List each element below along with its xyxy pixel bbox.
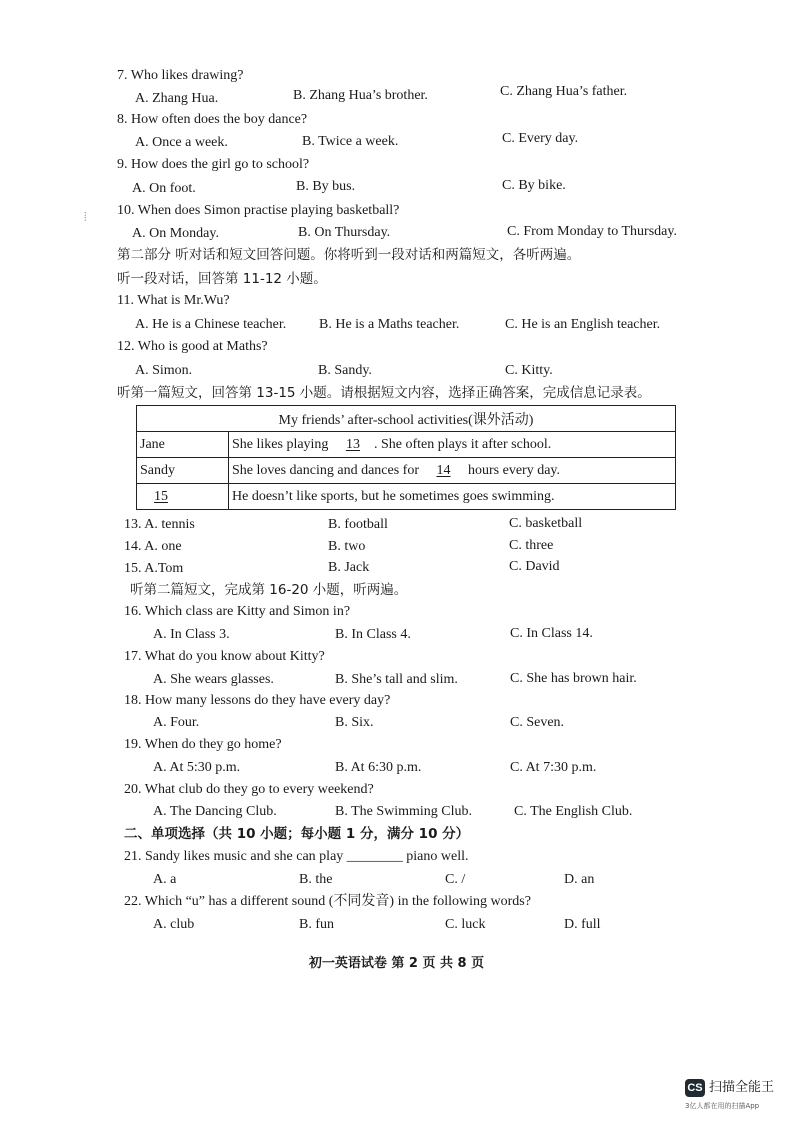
passage-1-intro: 听第一篇短文，回答第 13-15 小题。请根据短文内容，选择正确答案，完成信息记录表。 [117, 385, 651, 401]
friend-name: Jane [137, 432, 229, 458]
question-text: 8. How often does the boy dance? [117, 112, 308, 127]
option-a: A. At 5:30 p.m. [153, 760, 241, 775]
question-text: 16. Which class are Kitty and Simon in? [124, 604, 351, 619]
option-b: B. Zhang Hua’s brother. [293, 88, 428, 103]
question-text: 10. When does Simon practise playing basketball? [117, 203, 400, 218]
option-c: C. luck [445, 917, 486, 932]
friend-name: Sandy [137, 458, 229, 484]
option-b: B. At 6:30 p.m. [335, 760, 422, 775]
option-c: C. Every day. [502, 131, 579, 146]
option-a: A. Simon. [135, 363, 193, 378]
option-a: A. She wears glasses. [153, 672, 274, 687]
option-c: C. The English Club. [514, 804, 633, 819]
option-c: C. Kitty. [505, 363, 553, 378]
watermark-app-name: 扫描全能王 [709, 1080, 775, 1095]
option-c: C. David [509, 559, 560, 574]
option-b: B. the [299, 872, 333, 887]
activity-text: She loves dancing and dances for [232, 462, 423, 478]
option-b: B. Twice a week. [302, 134, 399, 149]
info-record-table [136, 405, 676, 510]
option-a: A. In Class 3. [153, 627, 230, 642]
passage-2-intro: 听第二篇短文，完成第 16-20 小题，听两遍。 [130, 582, 408, 598]
option-c: C. By bike. [502, 178, 566, 193]
activity-cell [229, 458, 676, 484]
table-row [137, 484, 676, 510]
option-c: C. Zhang Hua’s father. [500, 84, 628, 99]
option-c: C. In Class 14. [510, 626, 593, 641]
option-c: C. basketball [509, 516, 583, 531]
option-c: C. He is an English teacher. [505, 317, 661, 332]
option-b: B. two [328, 539, 366, 554]
option-a: A. On foot. [132, 181, 196, 196]
option-a: 14. A. one [124, 539, 182, 554]
question-text: 12. Who is good at Maths? [117, 339, 268, 354]
cs-logo-icon: CS [685, 1079, 705, 1097]
option-b: B. He is a Maths teacher. [319, 317, 460, 332]
option-b: B. The Swimming Club. [335, 804, 473, 819]
option-b: B. Jack [328, 560, 370, 575]
question-text: 19. When do they go home? [124, 737, 282, 752]
question-text: 7. Who likes drawing? [117, 68, 244, 83]
option-c: C. Seven. [510, 715, 565, 730]
option-a: A. The Dancing Club. [153, 804, 277, 819]
option-a: A. Four. [153, 715, 200, 730]
question-text: 11. What is Mr.Wu? [117, 293, 230, 308]
question-text: 22. Which “u” has a different sound (不同发音) in the following words? [124, 894, 531, 909]
margin-mark: ⦙ [84, 210, 87, 224]
option-b: B. fun [299, 917, 334, 932]
activity-text: hours every day. [464, 462, 561, 478]
activity-cell: He doesn’t like sports, but he sometimes goes swimming. [229, 484, 676, 510]
blank-15: 15 [154, 488, 168, 504]
scanner-watermark [683, 1077, 783, 1117]
table-row [137, 458, 676, 484]
activity-cell [229, 432, 676, 458]
option-a: 15. A.Tom [124, 561, 184, 576]
dialog-intro: 听一段对话，回答第 11-12 小题。 [117, 271, 327, 287]
table-title: My friends’ after-school activities(课外活动) [137, 406, 676, 432]
option-a: A. Zhang Hua. [135, 91, 219, 106]
option-d: D. full [564, 917, 601, 932]
option-a: A. He is a Chinese teacher. [135, 317, 287, 332]
option-c: C. At 7:30 p.m. [510, 760, 597, 775]
option-b: B. football [328, 517, 388, 532]
section-ii-title: 二、单项选择（共 10 小题；每小题 1 分，满分 10 分） [124, 826, 470, 842]
option-a: A. a [153, 872, 177, 887]
blank-14: 14 [436, 462, 451, 478]
option-b: B. In Class 4. [335, 627, 411, 642]
question-text: 20. What club do they go to every weekend? [124, 782, 374, 797]
question-text: 18. How many lessons do they have every day? [124, 693, 391, 708]
option-a: 13. A. tennis [124, 517, 195, 532]
question-text: 21. Sandy likes music and she can play ________ piano well. [124, 849, 469, 864]
activity-text: She likes playing [232, 436, 332, 452]
blank-13: 13 [345, 436, 360, 452]
option-c: C. She has brown hair. [510, 671, 637, 686]
option-c: C. From Monday to Thursday. [507, 224, 677, 239]
option-b: B. By bus. [296, 179, 356, 194]
option-a: A. Once a week. [135, 135, 228, 150]
question-text: 17. What do you know about Kitty? [124, 649, 325, 664]
option-b: B. Six. [335, 715, 374, 730]
table-header-row [137, 406, 676, 432]
watermark-slogan: 3亿人都在用的扫描App [685, 1102, 760, 1110]
section-2-title: 第二部分 听对话和短文回答问题。你将听到一段对话和两篇短文，各听两遍。 [117, 247, 581, 263]
table-row [137, 432, 676, 458]
option-b: B. She’s tall and slim. [335, 672, 458, 687]
option-d: D. an [564, 872, 595, 887]
option-b: B. Sandy. [318, 363, 372, 378]
page-footer: 初一英语试卷 第 2 页 共 8 页 [308, 956, 485, 971]
activity-text: . She often plays it after school. [373, 436, 552, 452]
option-a: A. On Monday. [132, 226, 219, 241]
friend-name-blank-15 [137, 484, 229, 510]
option-c: C. / [445, 872, 466, 887]
option-a: A. club [153, 917, 195, 932]
option-c: C. three [509, 538, 554, 553]
question-text: 9. How does the girl go to school? [117, 157, 310, 172]
option-b: B. On Thursday. [298, 225, 391, 240]
